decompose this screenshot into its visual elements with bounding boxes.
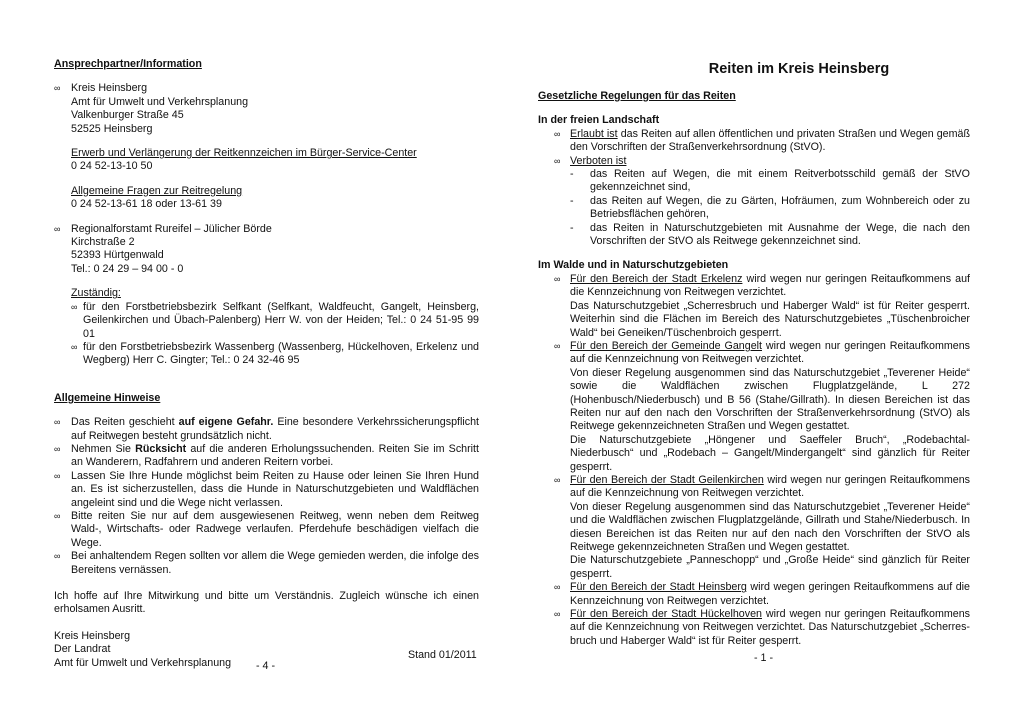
zustaendig-label: Zuständig: <box>71 287 121 300</box>
wald-title: Im Walde und in Naturschutzgebieten <box>538 259 729 272</box>
bullet-icon: ∞ <box>71 301 78 312</box>
bullet-icon: ∞ <box>54 443 61 454</box>
verboten-subitem: - das Reiten in Naturschutzgebieten mit Ausnahme der Wege, die nach den Vorschriften der StVO als Reitwege gekennzeichnet sind. <box>570 221 970 248</box>
signature-line: Der Landrat <box>54 643 111 656</box>
bullet-icon: ∞ <box>554 582 561 593</box>
bullet-icon: ∞ <box>54 83 61 94</box>
bullet-icon: ∞ <box>554 273 561 284</box>
forst-line: 52393 Hürtgenwald <box>71 249 164 262</box>
bullet-icon: ∞ <box>554 128 561 139</box>
kreis-line: Kreis Heinsberg <box>71 82 148 95</box>
hinweis-item: ∞ Lassen Sie Ihre Hunde möglichst beim Reiten zu Hause oder leinen Sie Ihren Hund an. Es ist sicherzustellen, dass die Hunde in Naturschutzgebieten und Waldflächen angeleint sind und die Wege nicht verlassen. <box>54 469 479 509</box>
page-number-right: - 1 - <box>754 652 774 664</box>
verboten-item: ∞ Verboten ist <box>554 154 627 167</box>
contact-title: Ansprechpartner/Information <box>54 58 202 70</box>
regelungen-title: Gesetzliche Regelungen für das Reiten <box>538 90 736 102</box>
bullet-icon: ∞ <box>54 417 61 428</box>
fragen-label: Allgemeine Fragen zur Reitregelung <box>71 184 243 197</box>
signature-line: Kreis Heinsberg <box>54 629 131 642</box>
kreis-line: Valkenburger Straße 45 <box>71 109 184 122</box>
bullet-icon: ∞ <box>54 223 61 234</box>
hinweis-item: ∞ Nehmen Sie Rücksicht auf die anderen Erholungssuchenden. Reiten Sie im Schritt an Wanderern, Radfahrern und anderen Reitern vorbei. <box>54 442 479 469</box>
hinweis-item: ∞ Das Reiten geschieht auf eigene Gefahr. Eine besondere Verkehrssicherungspflicht auf Reitwegen besteht grundsätzlich nicht. <box>54 416 480 442</box>
kreis-line: 52525 Heinsberg <box>71 122 153 135</box>
contact-forst <box>54 223 479 368</box>
verboten-subitem: - das Reiten auf Wegen, die zu Gärten, Hofräumen, zum Wohnbereich oder zu Betriebsflächen gehören, <box>570 194 970 221</box>
left-page <box>54 58 479 670</box>
hueckelhoven-item: ∞ Für den Bereich der Stadt Hückelhoven wird wegen nur geringen Reitaufkommens auf die Kennzeichnung von Reitwegen verzichtet. Das Naturschutzgebiet „Scherres-bruch und Haberger Wald“ ist für Reiter gesperrt. <box>554 608 970 647</box>
kreis-line: Amt für Umwelt und Verkehrsplanung <box>71 95 249 108</box>
closing-text: Ich hoffe auf Ihre Mitwirkung und bitte um Verständnis. Zugleich wünsche ich einen erholsamen Ausritt. <box>54 590 479 616</box>
bullet-icon: ∞ <box>554 609 561 620</box>
zust-item: ∞ für den Forstbetriebsbezirk Wassenberg (Wassenberg, Hückelhoven, Erkelenz und Wegberg) Herr C. Gingter; Tel.: 0 24 32-46 95 <box>71 340 479 367</box>
bullet-icon: ∞ <box>554 155 561 166</box>
heinsberg-item: ∞ Für den Bereich der Stadt Heinsberg wird wegen geringen Reitaufkommens auf die Kennzeichnung von Reitwegen verzichtet. <box>554 581 970 607</box>
page-number-left: - 4 - <box>256 660 276 672</box>
verboten-subitem: - das Reiten auf Wegen, die mit einem Reitverbotsschild gemäß der StVO gekennzeichnet sind, <box>570 168 970 194</box>
signature-line: Amt für Umwelt und Verkehrsplanung <box>54 656 232 669</box>
forst-line: Kirchstraße 2 <box>71 236 135 249</box>
hinweis-item: ∞ Bei anhaltendem Regen sollten vor allem die Wege gemieden werden, die infolge des Bereitens vernässen. <box>54 550 479 576</box>
forst-line: Tel.: 0 24 29 – 94 00 - 0 <box>71 262 184 275</box>
contact-kreis <box>54 82 479 211</box>
right-page <box>538 58 970 648</box>
stand-date: Stand 01/2011 <box>408 649 477 661</box>
document-title: Reiten im Kreis Heinsberg <box>708 61 890 77</box>
forst-line: Regionalforstamt Rureifel – Jülicher Börde <box>71 222 272 235</box>
bullet-icon: ∞ <box>71 341 78 352</box>
freie-landschaft-title: In der freien Landschaft <box>538 114 660 127</box>
gangelt-item: ∞ Für den Bereich der Gemeinde Gangelt wird wegen nur geringen Reitaufkommens auf die Kennzeichnung von Reitwegen verzichtet. Von dieser Regelung ausgenommen sind das Naturschutzgebiet „Teverener Heide“ sowie die Waldflächen zwischen Flugplatzgelände, L 272 (Hohenbusch/Niederbusch) und B 56 (Stahe/Gillrath). In diesen Bereichen ist das Reiten nur auf den nach den Vorschriften der Straßenverkehrsordnung (StVO) als Reitwege gekennzeichneten Straßen und Wegen gestattet. Die Naturschutzgebiete „Höngener und Saeffeler Bruch“, „Rodebachtal-Niederbusch“ und „Rodebach – Gangelt/Mindergangelt“ sind gänzlich für Reiter gesperrt. <box>554 339 970 473</box>
bullet-icon: ∞ <box>554 474 561 485</box>
erwerb-phone: 0 24 52-13-10 50 <box>71 160 153 173</box>
bullet-icon: ∞ <box>54 551 61 562</box>
bullet-icon: ∞ <box>54 470 61 481</box>
erwerb-label: Erwerb und Verlängerung der Reitkennzeichen im Bürger-Service-Center <box>71 147 417 160</box>
bullet-icon: ∞ <box>554 340 561 351</box>
erkelenz-item: ∞ Für den Bereich der Stadt Erkelenz wird wegen nur geringen Reitaufkommens auf die Kennzeichnung von Reitwegen verzichtet. Das Naturschutzgebiet „Scherresbruch und Haberger Wald“ ist für Reiter gesperrt. Weiterhin sind die Flächen im Bereich des Naturschutzgebietes „Tüschenbroicher Wald“ bei Geneiken/Tüschenbroich gesperrt. <box>554 272 970 339</box>
geilenkirchen-item: ∞ Für den Bereich der Stadt Geilenkirchen wird wegen nur geringen Reitaufkommens auf die Kennzeichnung von Reitwegen verzichtet. Von dieser Regelung ausgenommen sind das Naturschutzgebiet „Teverener Heide“ und die Waldflächen zwischen Flugplatzgelände, Gillrath und Stahe/Niederbusch. In diesen Bereichen ist das Reiten nur auf den nach den Vorschriften der StVO als Reitwege gekennzeichneten Straßen und Wegen gestattet. Die Naturschutzgebiete „Panneschopp“ und „Große Heide“ sind gänzlich für Reiter gesperrt. <box>554 473 970 580</box>
hinweis-item: ∞ Bitte reiten Sie nur auf dem ausgewiesenen Reitweg, wenn neben dem Reitweg Wald-, Wirtschafts- oder Radwege verlaufen. Pferdehufe beschädigen vielfach die Wege. <box>54 509 479 549</box>
erlaubt-item: ∞ Erlaubt ist das Reiten auf allen öffentlichen und privaten Straßen und Wegen gemäß den Vorschriften der Straßenverkehrsordnung (StVO). <box>554 127 970 154</box>
zust-item: ∞ für den Forstbetriebsbezirk Selfkant (Selfkant, Waldfeucht, Gangelt, Heinsberg, Geilenkirchen und Übach-Palenberg) Herr W. von der Heiden; Tel.: 0 24 51-95 99 01 <box>71 300 479 340</box>
fragen-phone: 0 24 52-13-61 18 oder 13-61 39 <box>71 198 222 211</box>
hinweise-title: Allgemeine Hinweise <box>54 391 161 404</box>
bullet-icon: ∞ <box>54 510 61 521</box>
